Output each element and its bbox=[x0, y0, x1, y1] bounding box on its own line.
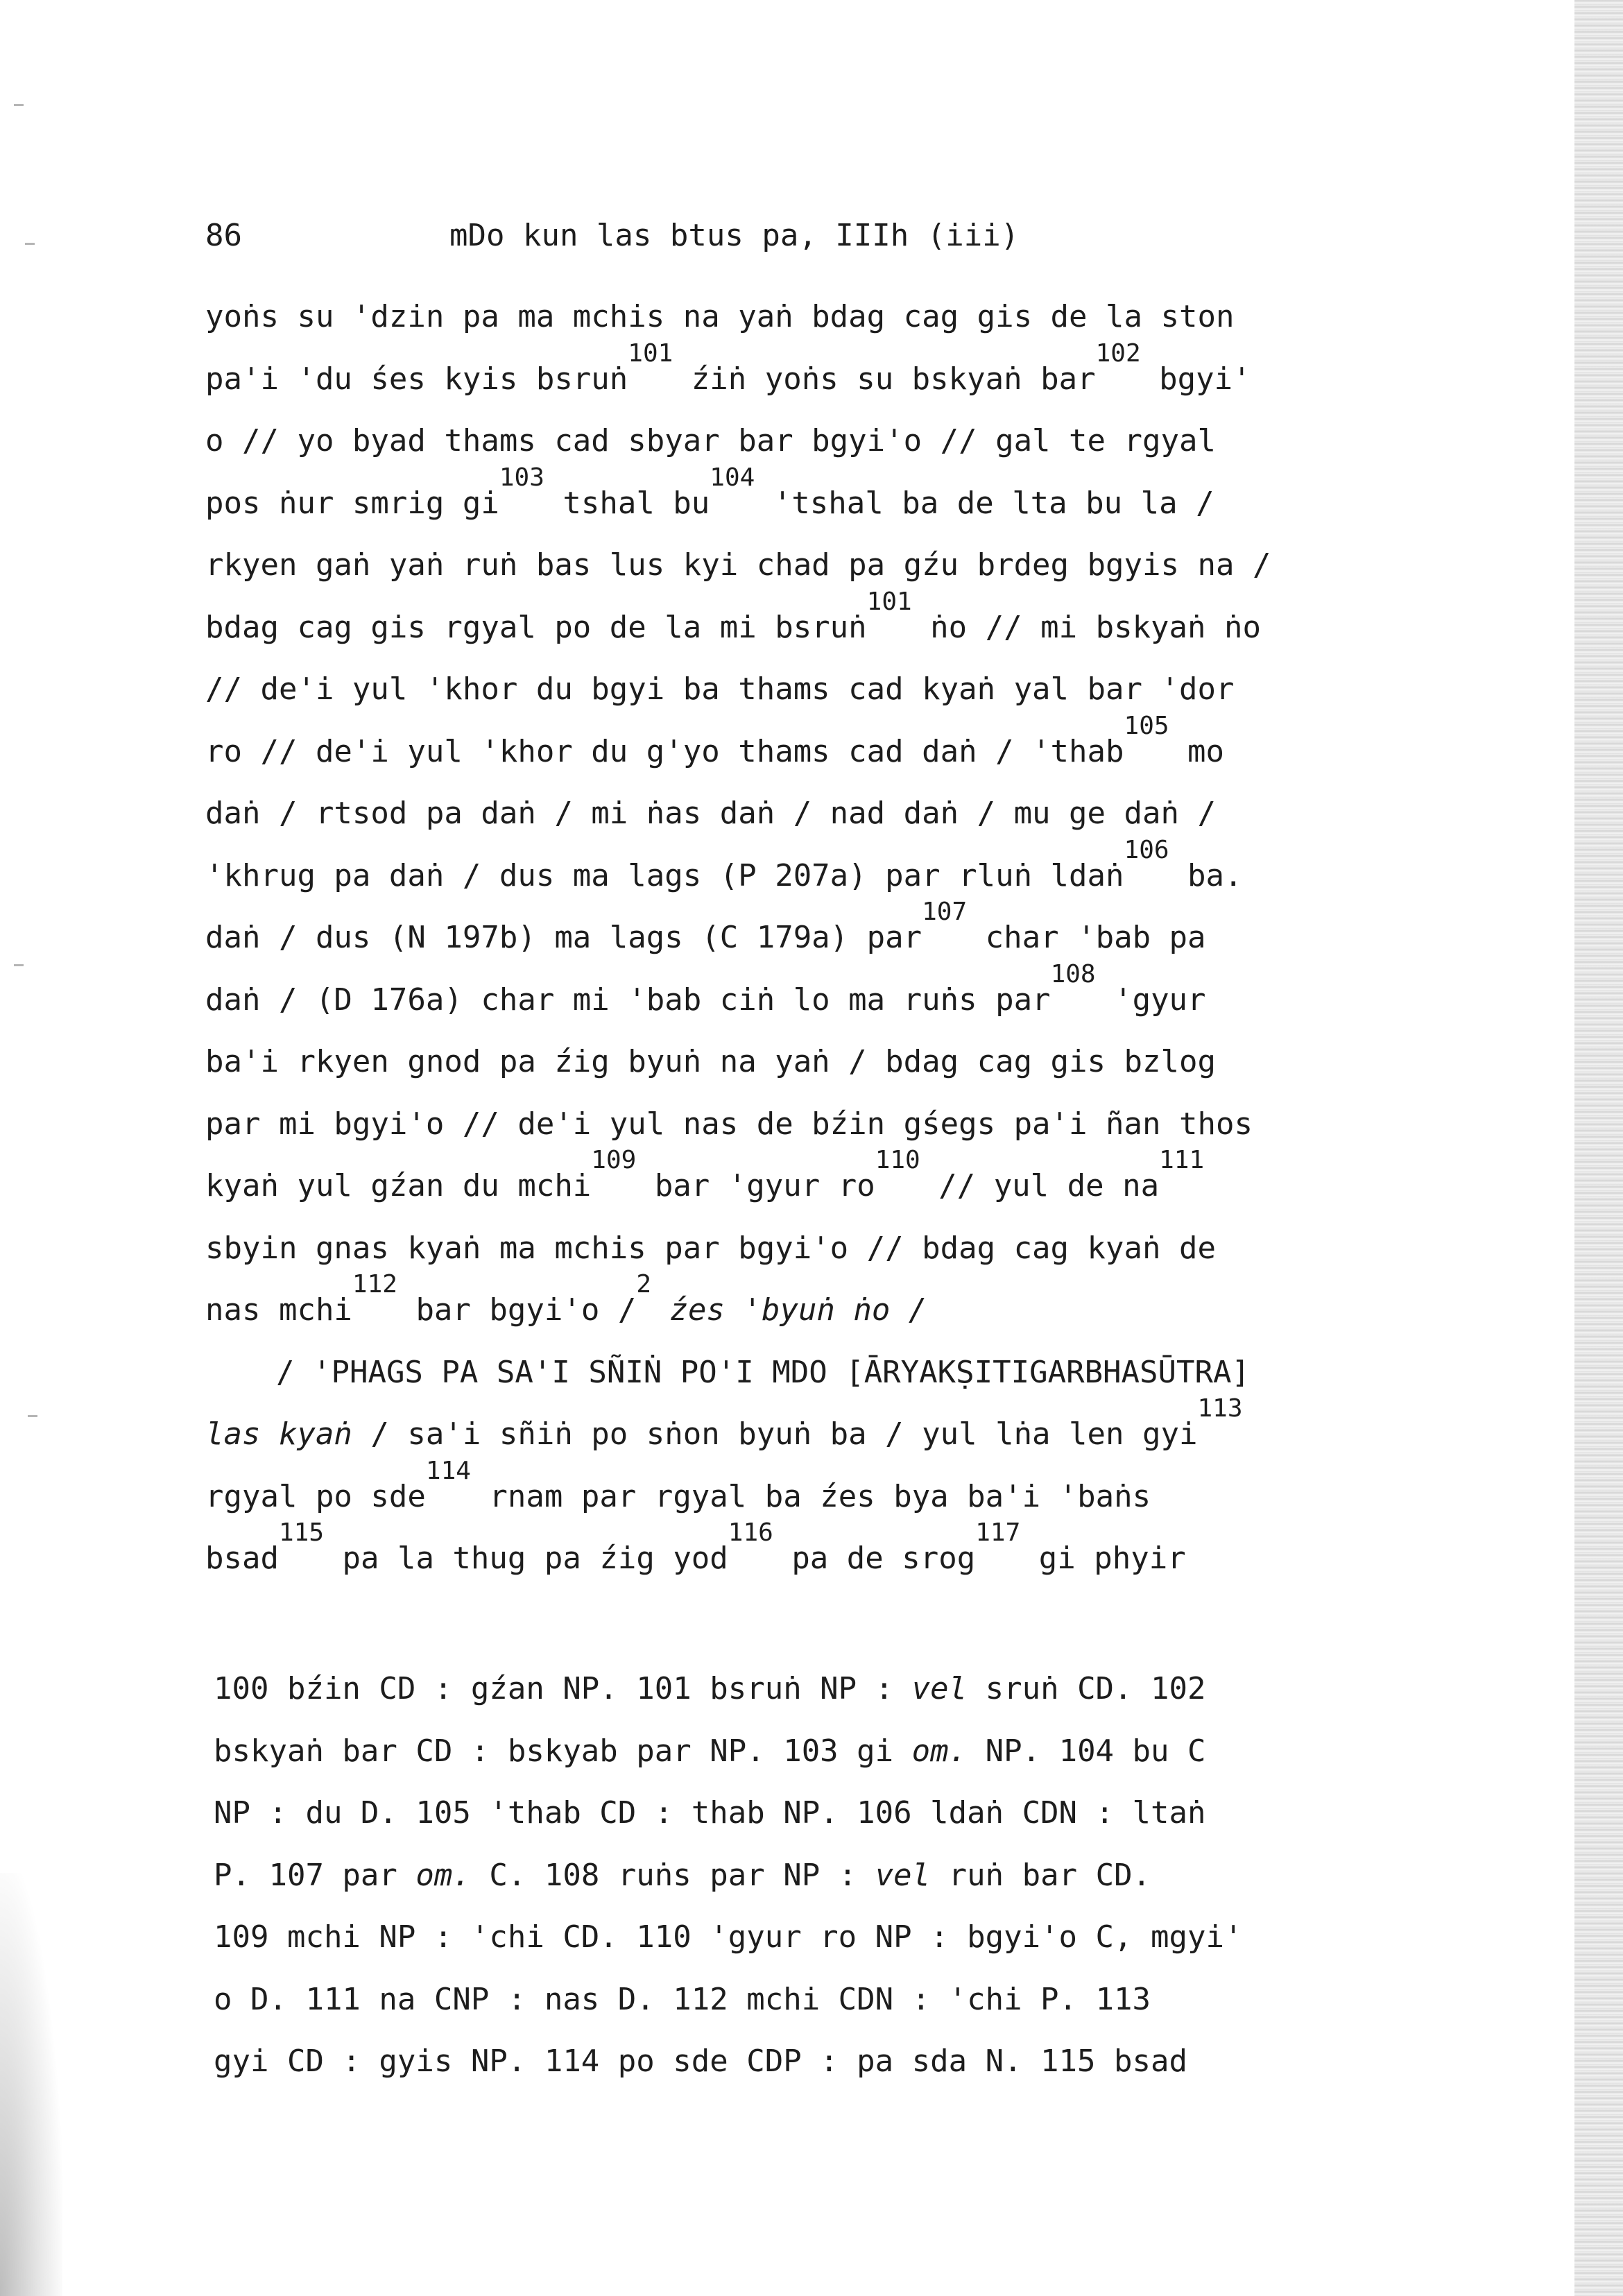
text-line: bdag cag gis rgyal po de la mi bsruṅ$^{101}$ ṅo // mi bskyaṅ ṅo bbox=[205, 587, 1262, 645]
footnote-line: gyi CD : gyis NP. 114 po sde CDP : pa sda N. 115 bsad bbox=[214, 2044, 1187, 2079]
footnote-line: o D. 111 na CNP : nas D. 112 mchi CDN : 'chi P. 113 bbox=[214, 1981, 1151, 2017]
footnote-line: 109 mchi NP : 'chi CD. 110 'gyur ro NP : bgyi'o C, mgyi' bbox=[214, 1919, 1243, 1955]
footnote-ref: 107 bbox=[922, 898, 968, 926]
footnote-ref: 104 bbox=[710, 463, 755, 492]
footnote-ref: 101 bbox=[866, 587, 912, 616]
text-line: kyaṅ yul gźan du mchi$^{109}$ bar 'gyur $ro^{110}$ // yul de $na^{111}$ bbox=[205, 1146, 1205, 1203]
footnote-ref: 112 bbox=[352, 1270, 397, 1299]
text-line: pos ṅur smrig $gi^{103}$ tshal $bu^{104}$ 'tshal ba de lta bu la / bbox=[205, 463, 1214, 521]
footnotes bbox=[214, 1658, 1434, 2093]
text-line: // de'i yul 'khor du bgyi ba thams cad kyaṅ yal bar 'dor bbox=[205, 671, 1235, 707]
text-line: yoṅs su 'dzin pa ma mchis na yaṅ bdag cag gis de la ston bbox=[205, 299, 1235, 334]
text-line: o // yo byad thams cad sbyar bar bgyi'o // gal te rgyal bbox=[205, 423, 1216, 459]
footnote-ref: 111 bbox=[1159, 1146, 1205, 1174]
running-title: mDo kun las btus pa, IIIh (iii) bbox=[449, 218, 1020, 253]
margin-mark bbox=[14, 964, 24, 966]
footnote-ref: 113 bbox=[1197, 1394, 1243, 1423]
footnote-ref: 103 bbox=[499, 463, 544, 492]
footnote-ref: 115 bbox=[278, 1518, 324, 1547]
text-line: rgyal po sde$^{114}$ rnam par rgyal ba źes bya ba'i 'baṅs bbox=[205, 1456, 1151, 1514]
footnote-line: P. 107 par om. C. 108 ruṅs par NP : vel ruṅ bar CD. bbox=[214, 1857, 1151, 1893]
text-line: daṅ / (D 176a) char mi 'bab ciṅ lo ma ruṅs par$^{108}$ 'gyur bbox=[205, 959, 1206, 1018]
text-line: daṅ / dus (N 197b) ma lags (C 179a) par$^{107}$ char 'bab pa bbox=[205, 898, 1206, 955]
footnote-line: bskyaṅ bar CD : bskyab par NP. 103 gi om. NP. 104 bu C bbox=[214, 1733, 1206, 1769]
scan-edge-left bbox=[0, 1873, 62, 2296]
text-line: rkyen gaṅ yaṅ ruṅ bas lus kyi chad pa gźu brdeg bgyis na / bbox=[205, 547, 1271, 583]
text-line: ro // de'i yul 'khor du g'yo thams cad daṅ / 'thab$^{105}$ mo bbox=[205, 711, 1225, 769]
footnote-ref: 114 bbox=[425, 1456, 471, 1485]
main-text bbox=[205, 286, 1426, 1590]
scan-edge-right bbox=[1574, 0, 1623, 2296]
text-line: bsad$^{115}$ pa la thug pa źig yod$^{116}$ pa de srog$^{117}$ gi phyir bbox=[205, 1518, 1186, 1576]
text-line: 'khrug pa daṅ / dus ma lags (P 207a) par rluṅ ldaṅ$^{106}$ ba. bbox=[205, 835, 1243, 893]
footnote-ref: 105 bbox=[1124, 711, 1169, 740]
page-number: 86 bbox=[205, 218, 242, 253]
text-line: pa'i 'du śes kyis bsruṅ$^{101}$ źiṅ yoṅs su bskyaṅ bar$^{102}$ bgyi' bbox=[205, 339, 1251, 397]
footnote-ref: 102 bbox=[1095, 339, 1141, 368]
text-line: / 'PHAGS PA SA'I SÑIṄ PO'I MDO [ĀRYAKṢITIGARBHASŪTRA] bbox=[276, 1354, 1250, 1390]
text-line: par mi bgyi'o // de'i yul nas de bźin gśegs pa'i ñan thos bbox=[205, 1106, 1253, 1142]
text-line: sbyin gnas kyaṅ ma mchis par bgyi'o // bdag cag kyaṅ de bbox=[205, 1230, 1216, 1266]
footnote-ref: 106 bbox=[1124, 835, 1169, 864]
margin-mark bbox=[14, 104, 24, 106]
footnote-ref: 108 bbox=[1050, 959, 1096, 988]
margin-mark bbox=[28, 1415, 37, 1417]
text-line: daṅ / rtsod pa daṅ / mi ṅas daṅ / nad daṅ / mu ge daṅ / bbox=[205, 796, 1216, 831]
text-line: nas mchi$^{112}$ bar bgyi'o /$^2$ źes 'byuṅ ṅo / bbox=[205, 1270, 927, 1328]
margin-mark bbox=[25, 243, 35, 245]
footnote-line: NP : du D. 105 'thab CD : thab NP. 106 ldaṅ CDN : ltaṅ bbox=[214, 1795, 1206, 1831]
text-line: las kyaṅ / sa'i sñiṅ po sṅon byuṅ ba / yul lṅa len gyi$^{113}$ bbox=[205, 1394, 1243, 1452]
footnote-ref: 110 bbox=[875, 1146, 920, 1174]
footnote-ref: 101 bbox=[628, 339, 673, 368]
footnote-ref: 117 bbox=[975, 1518, 1021, 1547]
text-line: ba'i rkyen gnod pa źig byuṅ na yaṅ / bdag cag gis bzlog bbox=[205, 1044, 1216, 1079]
footnote-ref: 116 bbox=[728, 1518, 773, 1547]
footnote-line: 100 bźin CD : gźan NP. 101 bsruṅ NP : vel sruṅ CD. 102 bbox=[214, 1671, 1206, 1706]
footnote-ref: 2 bbox=[636, 1270, 652, 1299]
footnote-ref: 109 bbox=[591, 1146, 637, 1174]
